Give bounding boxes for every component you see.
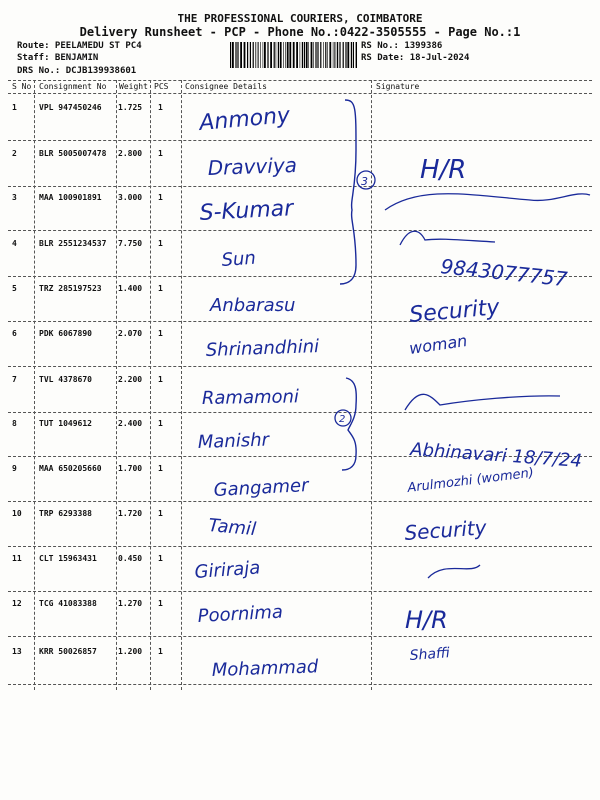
row-sno: 13 [12, 647, 22, 656]
row-consignment-no: VPL 947450246 [39, 103, 102, 112]
consignee-handwriting: Sun [220, 247, 257, 271]
col-header-signature: Signature [376, 82, 420, 91]
document-subtitle: Delivery Runsheet - PCP - Phone No.:0422-3505555 - Page No.:1 [79, 25, 521, 39]
route-label: Route: PEELAMEDU ST PC4 [17, 41, 142, 51]
consignee-handwriting: Anmony [198, 103, 292, 136]
col-header-sno: S No [12, 82, 32, 91]
row-pcs: 1 [158, 329, 163, 338]
row-sno: 3 [12, 193, 17, 202]
row-pcs: 1 [158, 647, 163, 656]
signature-handwriting: Arulmozhi (women) [406, 465, 535, 496]
row-weight: 1.720 [118, 509, 143, 518]
row-weight: 2.800 [118, 149, 143, 158]
consignee-handwriting: Dravviya [207, 152, 298, 180]
row-weight: 3.000 [118, 193, 143, 202]
signature-handwriting: H/R [420, 155, 467, 185]
signature-handwriting: woman [407, 331, 469, 358]
signature-scribble [400, 231, 495, 245]
rs-number: RS No.: 1399386 [361, 41, 443, 51]
row-consignment-no: BLR 2551234537 [39, 239, 107, 248]
row-weight: 7.750 [118, 239, 143, 248]
row-sno: 7 [12, 375, 17, 384]
row-sno: 10 [12, 509, 22, 518]
signature-handwriting: Shaffi [409, 645, 451, 664]
row-sno: 4 [12, 239, 17, 248]
row-consignment-no: KRR 50026857 [39, 647, 97, 656]
row-consignment-no: TRP 6293388 [39, 509, 92, 518]
row-pcs: 1 [158, 149, 163, 158]
row-sno: 11 [12, 554, 22, 563]
rs-date: RS Date: 18-Jul-2024 [361, 53, 470, 63]
row-sno: 2 [12, 149, 17, 158]
row-pcs: 1 [158, 103, 163, 112]
signature-handwriting: H/R [405, 606, 448, 634]
document-title: THE PROFESSIONAL COURIERS, COIMBATORE [177, 12, 423, 25]
circle-number: 3 [361, 175, 368, 188]
signature-scribble [385, 194, 590, 210]
consignee-handwriting: Tamil [207, 515, 257, 541]
circle-number: 2 [339, 414, 346, 425]
row-consignment-no: TCG 41083388 [39, 599, 97, 608]
signature-handwriting: Security [408, 295, 501, 328]
row-pcs: 1 [158, 464, 163, 473]
row-sno: 5 [12, 284, 17, 293]
row-weight: 2.070 [118, 329, 143, 338]
row-weight: 1.725 [118, 103, 143, 112]
consignee-handwriting: S-Kumar [199, 196, 294, 226]
consignee-handwriting: Shrinandhini [205, 336, 320, 361]
row-weight: 1.200 [118, 647, 143, 656]
row-consignment-no: TVL 4378670 [39, 375, 92, 384]
signature-handwriting: Abhinavari 18/7/24 [409, 439, 583, 472]
consignee-handwriting: Manishr [197, 429, 270, 453]
col-header-weight: Weight [119, 82, 148, 91]
row-sno: 1 [12, 103, 17, 112]
row-weight: 2.200 [118, 375, 143, 384]
signature-scribble [428, 565, 480, 578]
row-weight: 1.400 [118, 284, 143, 293]
consignee-handwriting: Giriraja [193, 557, 262, 583]
row-pcs: 1 [158, 419, 163, 428]
consignee-handwriting: Gangamer [213, 475, 309, 501]
row-weight: 1.270 [118, 599, 143, 608]
brace-mark [340, 100, 356, 284]
staff-label: Staff: BENJAMIN [17, 53, 99, 63]
row-sno: 12 [12, 599, 22, 608]
row-consignment-no: TUT 1049612 [39, 419, 92, 428]
col-header-details: Consignee Details [185, 82, 267, 91]
row-pcs: 1 [158, 599, 163, 608]
row-sno: 8 [12, 419, 17, 428]
row-consignment-no: MAA 100901891 [39, 193, 102, 202]
row-sno: 9 [12, 464, 17, 473]
row-weight: 0.450 [118, 554, 143, 563]
consignee-handwriting: Ramamoni [201, 386, 300, 409]
row-consignment-no: BLR 5005007478 [39, 149, 107, 158]
col-header-consignment: Consignment No [39, 82, 107, 91]
row-consignment-no: CLT 15963431 [39, 554, 97, 563]
consignee-handwriting: Anbarasu [210, 295, 296, 316]
row-pcs: 1 [158, 193, 163, 202]
row-consignment-no: TRZ 285197523 [39, 284, 102, 293]
row-consignment-no: MAA 650205660 [39, 464, 102, 473]
row-weight: 2.400 [118, 419, 143, 428]
row-pcs: 1 [158, 554, 163, 563]
row-pcs: 1 [158, 375, 163, 384]
consignee-handwriting: Poornima [197, 601, 284, 627]
consignee-handwriting: Mohammad [211, 656, 319, 681]
signature-handwriting: 9843077757 [439, 254, 569, 292]
row-weight: 1.700 [118, 464, 143, 473]
row-pcs: 1 [158, 284, 163, 293]
row-pcs: 1 [158, 239, 163, 248]
signature-scribble [405, 394, 560, 410]
row-pcs: 1 [158, 509, 163, 518]
signature-handwriting: Security [403, 515, 488, 545]
drs-number: DRS No.: DCJB139938601 [17, 66, 137, 76]
col-header-pcs: PCS [154, 82, 169, 91]
row-consignment-no: PDK 6067890 [39, 329, 92, 338]
row-sno: 6 [12, 329, 17, 338]
